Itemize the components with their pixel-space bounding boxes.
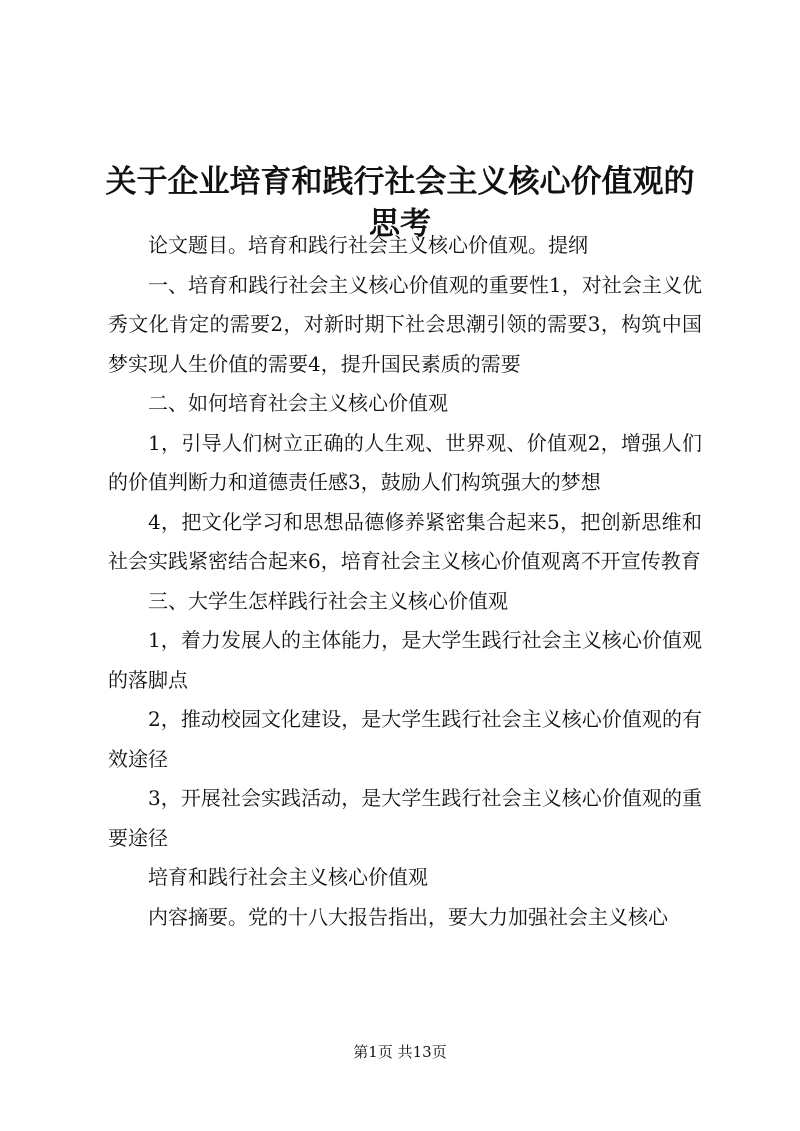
paragraph: 论文题目。培育和践行社会主义核心价值观。提纲 (148, 233, 588, 257)
paragraph: 4，把文化学习和思想品德修养紧密集合起来5，把创新思维和社会实践紧密结合起来6，培育社会主义核心价值观离不开宣传教育 (108, 509, 702, 573)
paragraph: 培育和践行社会主义核心价值观 (148, 865, 428, 889)
page-number-footer: 第1页 共13页 (353, 1043, 447, 1061)
paragraph: 3，开展社会实践活动，是大学生践行社会主义核心价值观的重要途径 (108, 786, 702, 850)
paragraph: 内容摘要。党的十八大报告指出，要大力加强社会主义核心 (148, 904, 668, 929)
document-title: 关于企业培育和践行社会主义核心价值观的思考 (105, 163, 695, 242)
paragraph: 二、如何培育社会主义核心价值观 (148, 391, 448, 415)
document-body (108, 226, 702, 937)
paragraph: 1，着力发展人的主体能力，是大学生践行社会主义核心价值观的落脚点 (108, 628, 702, 692)
paragraph: 三、大学生怎样践行社会主义核心价值观 (148, 588, 508, 613)
paragraph: 一、培育和践行社会主义核心价值观的重要性1，对社会主义优秀文化肯定的需要2，对新时期下社会思潮引领的需要3，构筑中国梦实现人生价值的需要4，提升国民素质的需要 (108, 272, 702, 376)
paragraph: 1，引导人们树立正确的人生观、世界观、价值观2，增强人们的价值判断力和道德责任感3，鼓励人们构筑强大的梦想 (108, 430, 702, 494)
paragraph: 2，推动校园文化建设，是大学生践行社会主义核心价值观的有效途径 (108, 707, 702, 771)
